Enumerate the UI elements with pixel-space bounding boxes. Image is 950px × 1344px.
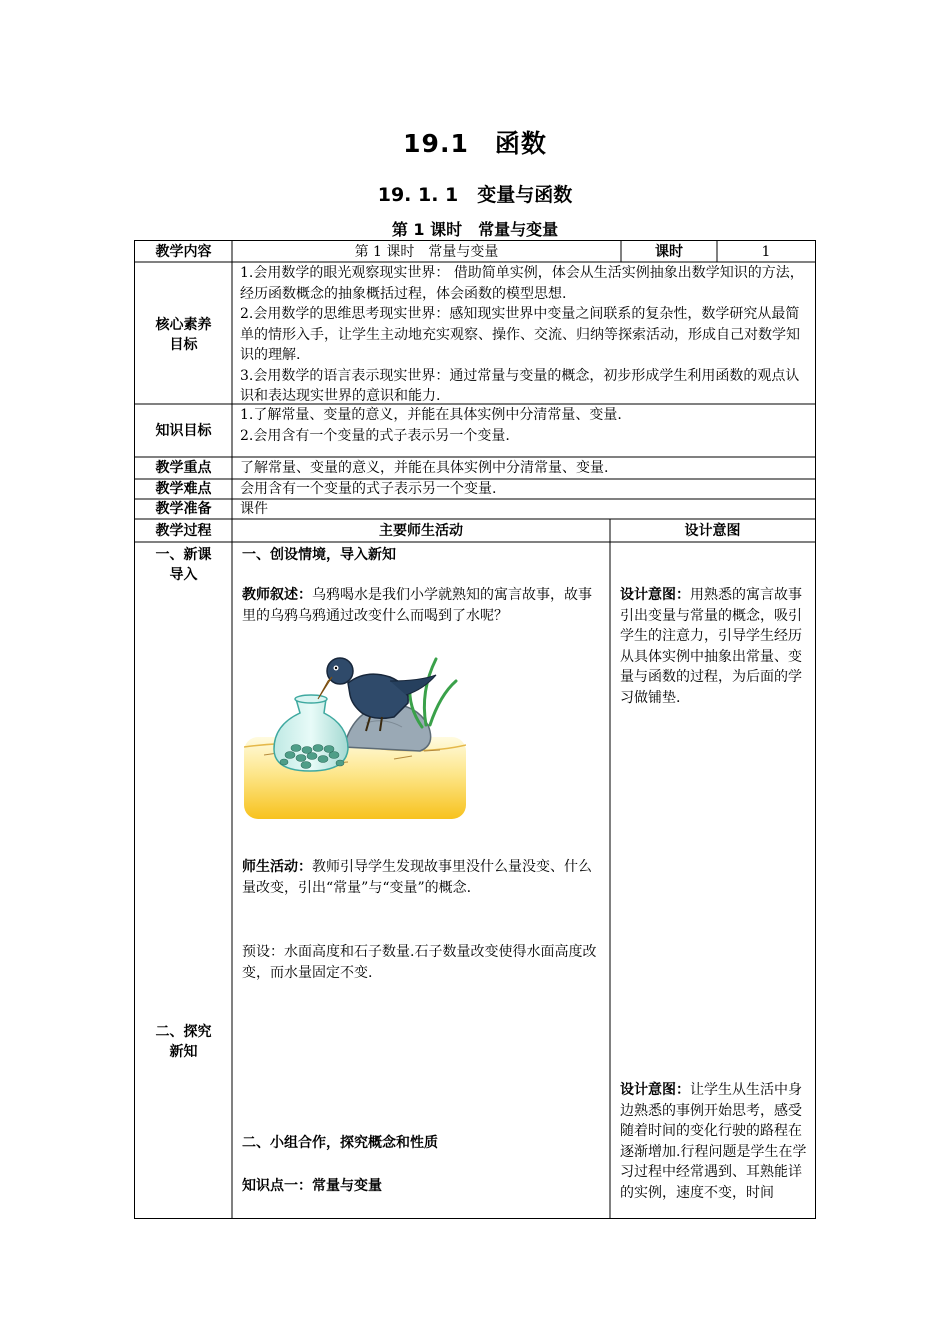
stage-explore-line2: 新知 [169,1044,198,1060]
value-prep: 课件 [240,501,268,517]
stage-intro [135,545,232,585]
stage-explore [135,1022,232,1062]
core-goals [240,263,808,407]
crow-drinking-water-illustration [244,655,466,819]
teacher-narration-text: 乌鸦喝水是我们小学就熟知的寓言故事，故事里的乌鸦乌鸦通过改变什么而喝到了水呢？ [242,587,592,624]
header-process: 教学过程 [155,523,212,539]
value-content: 第 1 课时 常量与变量 [354,244,499,260]
design-intent-1 [620,585,809,708]
activity-text: 教师引导学生发现故事里没什么量没变、什么量改变，引出“常量”与“变量”的概念. [242,859,592,896]
design-intent-2 [620,1080,809,1217]
heading-group-cooperation: 二、小组合作，探究概念和性质 [242,1135,438,1151]
design-intent-1-text: 用熟悉的寓言故事引出变量与常量的概念，吸引学生的注意力，引导学生经历从具体实例中抽象出常量、变量与函数的过程，为后面的学习做铺垫. [620,587,802,706]
label-core [135,315,232,355]
heading-create-scenario: 一、创设情境，导入新知 [242,547,396,563]
page-title: 19.1 函数 [403,129,547,158]
header-intent: 设计意图 [684,523,741,539]
section-title: 19. 1. 1 变量与函数 [377,184,573,206]
label-core-line1: 核心素养 [155,317,212,333]
header-activities: 主要师生活动 [379,523,463,539]
teacher-student-activity [242,857,598,898]
label-prep: 教学准备 [155,501,212,517]
knowledge-goal-2: 2.会用含有一个变量的式子表示另一个变量. [240,427,510,444]
stage-intro-line1: 一、新课 [155,547,212,563]
value-hours: 1 [761,244,771,260]
stage-intro-line2: 导入 [169,567,198,583]
knowledge-goals [240,405,808,446]
label-knowledge: 知识目标 [155,423,212,439]
label-core-line2: 目标 [169,337,198,353]
label-hours: 课时 [655,244,683,260]
preset-answer: 预设：水面高度和石子数量.石子数量改变使得水面高度改变，而水量固定不变. [242,944,597,981]
heading-knowledge-point-1: 知识点一：常量与变量 [242,1178,382,1194]
value-difficult: 会用含有一个变量的式子表示另一个变量. [240,481,497,497]
design-intent-1-label: 设计意图： [620,587,690,603]
label-content: 教学内容 [155,244,212,260]
core-goal-2: 2.会用数学的思维思考现实世界：感知现实世界中变量之间联系的复杂性，数学研究从最简单的情形入手，让学生主动地充实观察、操作、交流、归纳等探索活动，形成自己对数学知识的理解. [240,306,800,363]
value-key: 了解常量、变量的意义，并能在具体实例中分清常量、变量. [240,460,609,476]
label-difficult: 教学难点 [155,481,212,497]
activity-label: 师生活动： [242,859,312,875]
teacher-narration [242,585,598,626]
design-intent-2-text: 让学生从生活中身边熟悉的事例开始思考，感受随着时间的变化行驶的路程在逐渐增加.行程问题是学生在学习过程中经常遇到、耳熟能详的实例，速度不变，时间 [620,1082,807,1201]
knowledge-goal-1: 1.了解常量、变量的意义，并能在具体实例中分清常量、变量. [240,407,622,423]
lesson-title: 第 1 课时 常量与变量 [391,220,559,239]
stage-explore-line1: 二、探究 [155,1024,212,1040]
core-goal-3: 3.会用数学的语言表示现实世界：通过常量与变量的概念，初步形成学生利用函数的观点认识和表达现实世界的意识和能力. [240,367,800,404]
core-goal-1: 1.会用数学的眼光观察现实世界： 借助简单实例，体会从生活实例抽象出数学知识的方法，经历函数概念的抽象概括过程，体会函数的模型思想. [240,265,804,302]
teacher-narration-label: 教师叙述： [242,587,312,603]
design-intent-2-label: 设计意图： [620,1082,690,1098]
label-key: 教学重点 [155,460,212,476]
